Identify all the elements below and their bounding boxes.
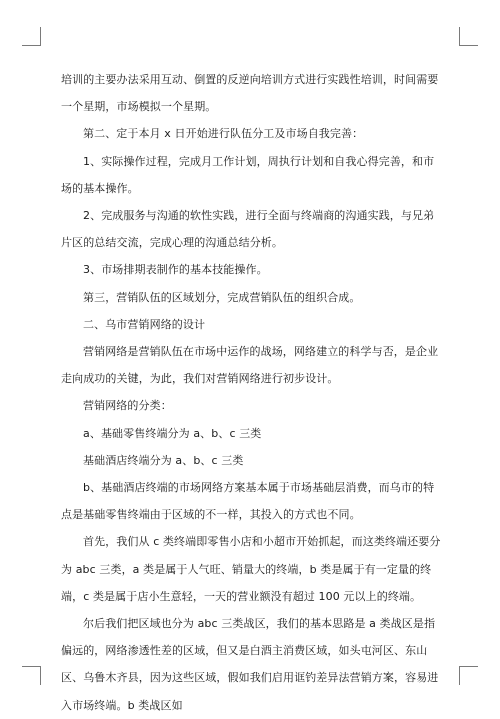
paragraph: 3、市场排期表制作的基本技能操作。 [83,263,268,277]
paragraph: 培训的主要办法采用互动、倒置的反逆向培训方式进行实践性培训，时间需要一个星期，市场模拟一个星期。 [61,73,439,114]
paragraph: a、基础零售终端分为 a、b、c 三类 [83,426,262,440]
paragraph: 基础酒店终端分为 a、b、c 三类 [83,453,244,467]
paragraph: 营销网络是营销队伍在市场中运作的战场，网络建立的科学与否，是企业走向成功的关键，为此，我们对营销网络进行初步设计。 [61,345,439,386]
paragraph: 第二、定于本月 x 日开始进行队伍分工及市场自我完善： [83,127,364,141]
paragraph: 营销网络的分类： [83,399,172,413]
paragraph: 尔后我们把区域也分为 abc 三类战区，我们的基本思路是 a 类战区是指偏远的，网络渗透性差的区域，但又是白酒主消费区域，如头屯河区、东山区、乌鲁木齐县，因为这些区域，假如我们启用诓钓差异法营销方案，容易进入市场终端。b 类战区如 [61,617,439,712]
paragraph: b、基础酒店终端的市场网络方案基本属于市场基础层消费，而乌市的特点是基础零售终端由于区域的不一样，其投入的方式也不同。 [61,481,435,522]
crop-mark-top-right [459,27,478,46]
paragraph: 第三，营销队伍的区域划分，完成营销队伍的组织合成。 [83,290,361,304]
crop-mark-top-left [22,27,41,46]
paragraph: 1、实际操作过程，完成月工作计划，周执行计划和自我心得完善，和市场的基本操作。 [61,154,435,195]
crop-mark-bottom-left [22,666,41,685]
document-body [61,66,441,719]
paragraph: 2、完成服务与沟通的软性实践，进行全面与终端商的沟通实践，与兄弟片区的总结交流，完成心理的沟通总结分析。 [61,209,435,250]
crop-mark-bottom-right [459,666,478,685]
paragraph: 首先，我们从 c 类终端即零售小店和小超市开始抓起，而这类终端还要分为 abc 三类，a 类是属于人气旺、销量大的终端，b 类是属于有一定量的终端，c 类是属于店小生意轻，一天的营业额没有超过 100 元以上的终端。 [61,535,441,603]
section-heading: 二、乌市营销网络的设计 [83,317,206,331]
